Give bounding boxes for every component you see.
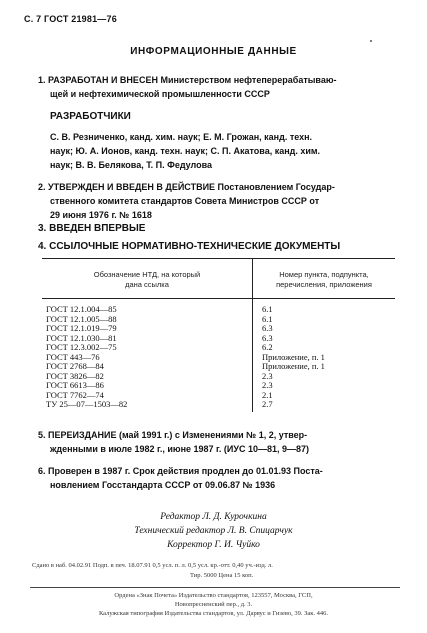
technical-editor-line: Технический редактор Л. В. Спицарчук xyxy=(134,526,293,536)
section-2-line-3: 29 июня 1976 г. № 1618 xyxy=(50,210,152,220)
section-6-line-2: новлением Госстандарта СССР от 09.06.87 № 1936 xyxy=(50,480,276,490)
table-cell-document: ГОСТ 443—76 xyxy=(46,351,100,362)
developers-line-2: наук; Ю. А. Ионов, канд. техн. наук; С. П. Акатова, канд. хим. xyxy=(50,146,321,156)
table-header-document-line-1: Обозначение НТД, на который xyxy=(93,270,201,279)
table-header-document xyxy=(42,270,252,290)
imprint-separator xyxy=(30,587,400,588)
table-cell-document: ГОСТ 3826—82 xyxy=(46,370,104,381)
imprint-line-1: Сдано в наб. 04.02.91 Подп. в печ. 18.07.91 0,5 усл. п. л. 0,5 усл. кр.-отт. 0,40 уч.-изд. л. xyxy=(32,562,273,569)
speck-mark xyxy=(370,40,372,42)
section-5-line-1: 5. ПЕРЕИЗДАНИЕ (май 1991 г.) с Изменениями № 1, 2, утвер- xyxy=(38,430,308,440)
imprint-line-3: Ордена «Знак Почета» Издательство стандартов, 123557, Москва, ГСП, xyxy=(114,592,313,599)
document-title: ИНФОРМАЦИОННЫЕ ДАННЫЕ xyxy=(130,46,297,57)
section-1-line-1: 1. РАЗРАБОТАН И ВНЕСЕН Министерством нефтеперерабатываю- xyxy=(38,75,337,85)
table-cell-document: ГОСТ 6613—86 xyxy=(46,380,104,390)
table-header-rule xyxy=(42,298,395,299)
imprint-line-5: Калужская типография Издательства стандартов, ул. Дарвус и Гизево, 39. Зак. 446. xyxy=(98,610,329,617)
table-cell-document: ГОСТ 7762—74 xyxy=(46,389,104,400)
table-cell-clause: 2.3 xyxy=(262,380,273,390)
developers-line-1: С. В. Резниченко, канд. хим. наук; Е. М. Грожан, канд. техн. xyxy=(50,132,313,142)
table-cell-clause: Приложение, п. 1 xyxy=(262,351,325,362)
table-cell-document: ГОСТ 12.3.002—75 xyxy=(46,342,117,352)
imprint-line-2: Тир. 5000 Цена 15 коп. xyxy=(190,572,254,579)
table-cell-clause: 2.7 xyxy=(262,399,273,409)
table-cell-document: ГОСТ 2768—84 xyxy=(46,361,104,371)
table-cell-document: ТУ 25—07—1503—82 xyxy=(46,399,128,409)
table-top-rule xyxy=(42,258,395,259)
developers-line-3: наук; В. В. Белякова, Т. П. Федулова xyxy=(50,160,213,170)
proofreader-line: Корректор Г. И. Чуйко xyxy=(167,540,260,550)
section-4: 4. ССЫЛОЧНЫЕ НОРМАТИВНО-ТЕХНИЧЕСКИЕ ДОКУМЕНТЫ xyxy=(38,241,341,252)
reference-table xyxy=(42,258,395,412)
section-3: 3. ВВЕДЕН ВПЕРВЫЕ xyxy=(38,223,146,234)
page-header: С. 7 ГОСТ 21981—76 xyxy=(24,14,117,24)
table-cell-clause: 6.1 xyxy=(262,313,273,324)
section-2-line-2: ственного комитета стандартов Совета Министров СССР от xyxy=(50,196,320,206)
table-cell-clause: 2.3 xyxy=(262,370,273,381)
table-cell-clause: 6.3 xyxy=(262,332,273,343)
section-5-line-2: жденными в июле 1982 г., июне 1987 г. (ИУС 10—81, 9—87) xyxy=(50,444,309,454)
table-cell-document: ГОСТ 12.1.019—79 xyxy=(46,323,117,333)
table-cell-document: ГОСТ 12.1.030—81 xyxy=(46,332,117,343)
table-cell-clause: Приложение, п. 1 xyxy=(262,361,325,371)
developers-title: РАЗРАБОТЧИКИ xyxy=(50,111,131,122)
section-1-line-2: щей и нефтехимической промышленности СССР xyxy=(50,89,270,99)
table-cell-clause: 6.3 xyxy=(262,323,273,333)
table-header-clause xyxy=(253,270,395,290)
table-cell-clause: 6.1 xyxy=(262,304,273,314)
table-cell-clause: 2.1 xyxy=(262,389,273,400)
editor-line: Редактор Л. Д. Курочкина xyxy=(160,512,267,522)
table-row xyxy=(42,400,395,410)
table-header-clause-line-2: перечисления, приложения xyxy=(276,280,372,289)
section-6-line-1: 6. Проверен в 1987 г. Срок действия продлен до 01.01.93 Поста- xyxy=(38,466,323,476)
table-header-clause-line-1: Номер пункта, подпункта, xyxy=(279,270,369,279)
imprint-line-4: Новопресненский пер., д. 3. xyxy=(174,601,253,608)
section-2-line-1: 2. УТВЕРЖДЕН И ВВЕДЕН В ДЕЙСТВИЕ Постановлением Государ- xyxy=(38,182,335,192)
table-cell-document: ГОСТ 12.1.004—85 xyxy=(46,304,117,314)
table-header-document-line-2: дана ссылка xyxy=(125,280,169,289)
table-cell-clause: 6.2 xyxy=(262,342,273,352)
table-cell-document: ГОСТ 12.1.005—88 xyxy=(46,313,117,324)
